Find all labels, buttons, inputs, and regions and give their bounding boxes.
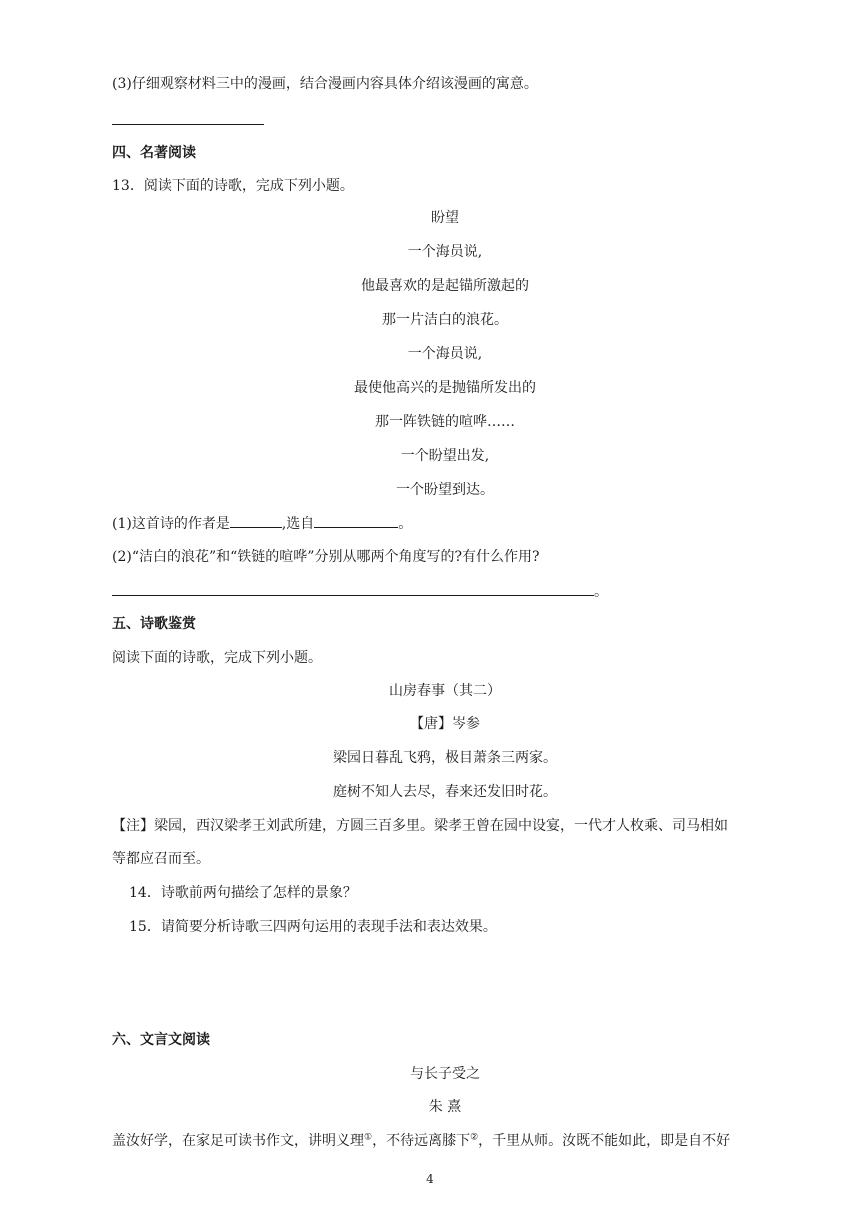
question-text: ,选自 [281, 516, 315, 532]
article-paragraph [112, 1131, 730, 1151]
poem-line: 梁园日暮乱飞鸦，极目萧条三两家。 [333, 750, 557, 766]
note-text: 【注】梁园，西汉梁孝王刘武所建，方圆三百多里。梁孝王曾在园中设宴，一代才人枚乘、司马相如 [112, 818, 728, 834]
footnote-marker: ① [364, 1132, 373, 1143]
answer-line [112, 124, 264, 125]
question-13-2-answer [112, 581, 608, 602]
article-text: ，不待远离膝下 [372, 1133, 471, 1149]
section-5-intro: 阅读下面的诗歌，完成下列小题。 [112, 650, 322, 666]
poem-line: 一个海员说, [407, 244, 483, 260]
source-blank[interactable] [314, 513, 398, 528]
article-author: 朱 熹 [428, 1099, 462, 1115]
poem-title: 盼望 [431, 210, 459, 226]
section-4-heading: 四、名著阅读 [112, 145, 196, 161]
poem-line: 一个盼望出发, [400, 448, 490, 464]
article-text: ，千里从师。汝既不能如此，即是自不好 [478, 1133, 731, 1149]
question-14: 14．诗歌前两句描绘了怎样的景象？ [129, 885, 357, 901]
section-6-heading: 六、文言文阅读 [112, 1032, 210, 1048]
question-15: 15．请简要分析诗歌三四两句运用的表现手法和表达效果。 [129, 919, 497, 935]
author-blank[interactable] [230, 513, 282, 528]
poem-author: 【唐】岑参 [410, 716, 480, 732]
question-13-2: (2)“洁白的浪花”和“铁链的喧哗”分别从哪两个角度写的?有什么作用? [112, 549, 540, 565]
poem-line: 一个盼望到达。 [396, 482, 494, 498]
question-13: 13．阅读下面的诗歌，完成下列小题。 [112, 178, 354, 194]
question-text: 。 [594, 584, 608, 600]
article-title: 与长子受之 [410, 1066, 480, 1082]
poem-line: 他最喜欢的是起锚所激起的 [361, 278, 529, 294]
poem-line: 那一阵铁链的喧哗…… [375, 414, 515, 430]
page-number: 4 [426, 1172, 434, 1186]
poem-line: 一个海员说, [407, 346, 483, 362]
question-12-3: (3)仔细观察材料三中的漫画，结合漫画内容具体介绍该漫画的寓意。 [112, 76, 538, 92]
poem-note-continued: 等都应召而至。 [112, 851, 210, 867]
question-text: (1)这首诗的作者是 [112, 516, 230, 532]
answer-blank[interactable] [112, 581, 594, 596]
poem-line: 庭树不知人去尽，春来还发旧时花。 [333, 784, 557, 800]
question-text: 。 [398, 516, 413, 532]
poem-note [112, 816, 728, 836]
poem-line: 那一片洁白的浪花。 [382, 312, 508, 328]
poem-title: 山房春事（其二） [389, 683, 501, 699]
section-5-heading: 五、诗歌鉴赏 [112, 616, 196, 632]
footnote-marker: ② [470, 1132, 479, 1143]
poem-line: 最使他高兴的是抛锚所发出的 [354, 380, 536, 396]
article-text: 盖汝好学，在家足可读书作文，讲明义理 [112, 1133, 364, 1149]
question-13-1 [112, 513, 412, 534]
